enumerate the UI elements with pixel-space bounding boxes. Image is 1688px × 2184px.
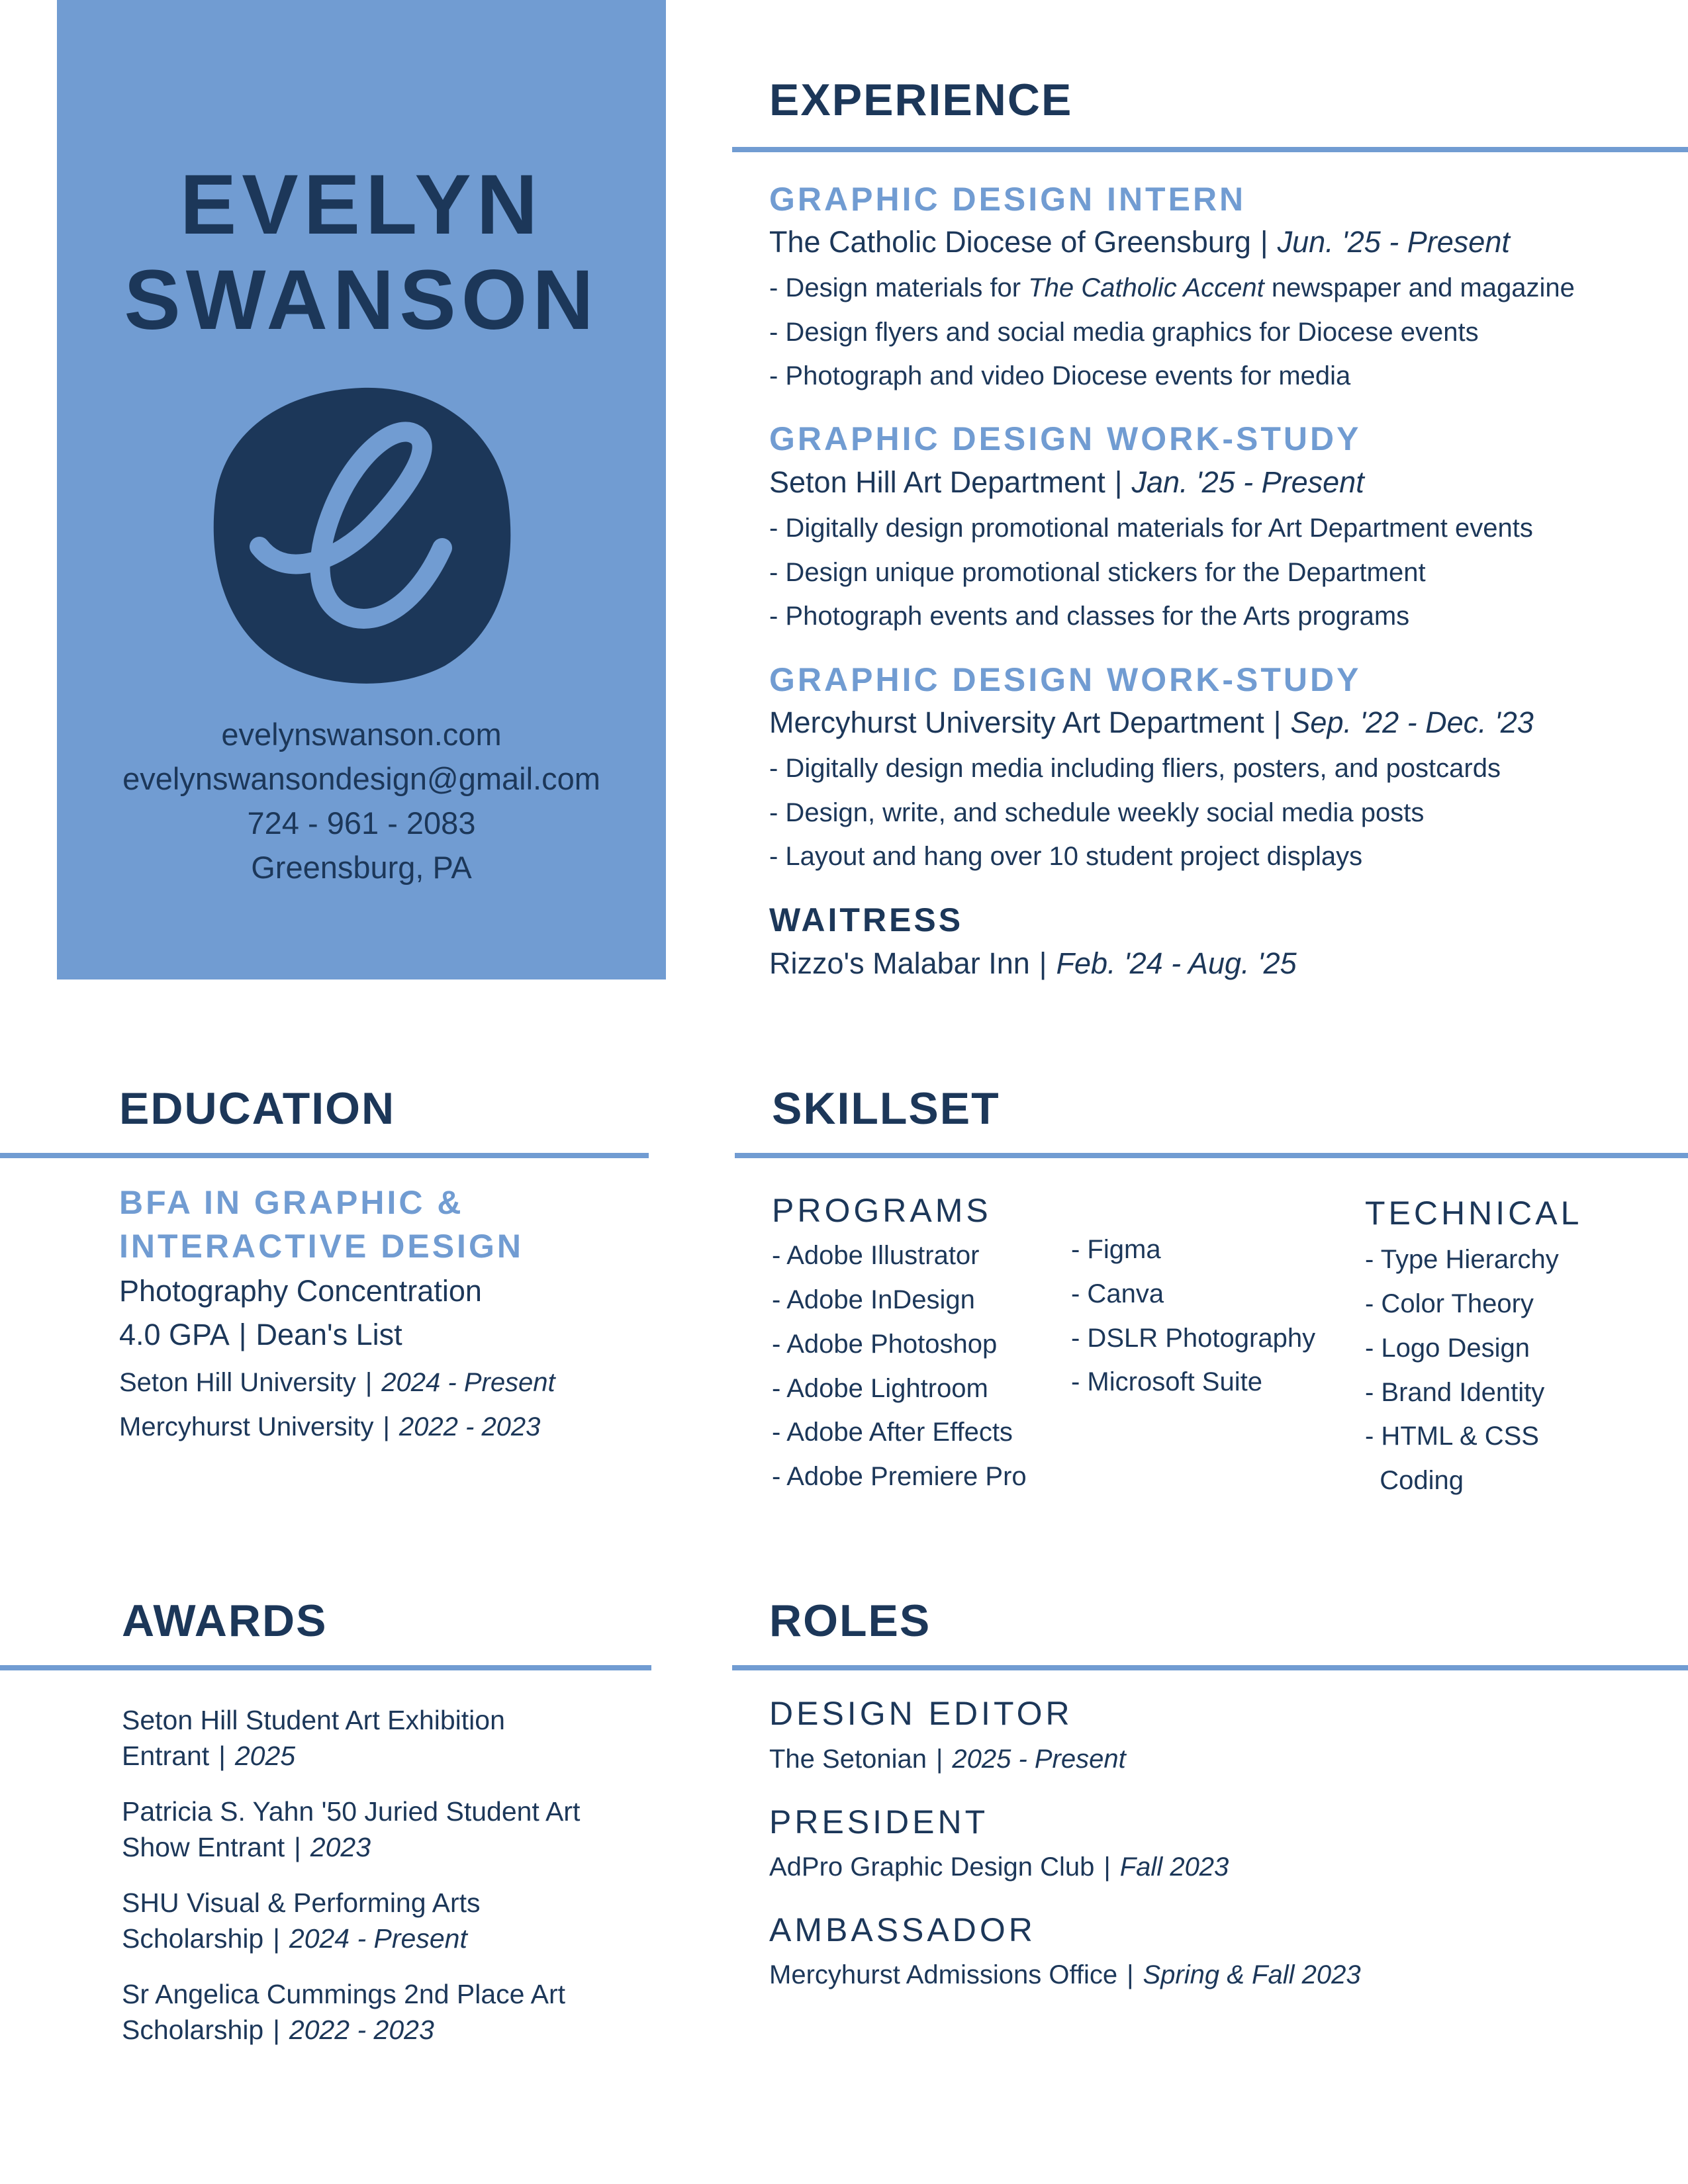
school-dates: 2022 - 2023 — [399, 1412, 541, 1441]
bullet-text: newspaper and magazine — [1264, 273, 1575, 302]
technical-item: - Type Hierarchy — [1365, 1245, 1559, 1274]
job-dates: Jun. '25 - Present — [1277, 225, 1510, 259]
first-name: EVELYN — [179, 158, 543, 252]
job-org: Mercyhurst University Art Department — [769, 705, 1264, 739]
location: Greensburg, PA — [251, 850, 472, 885]
award-item — [122, 1702, 665, 1774]
job-dates: Sep. '22 - Dec. '23 — [1290, 705, 1534, 739]
role-title: DESIGN EDITOR — [769, 1695, 1073, 1732]
award-name: Seton Hill Student Art Exhibition — [122, 1705, 505, 1735]
program-item: - Adobe Illustrator — [772, 1241, 980, 1270]
job-bullet: - Digitally design media including fliers, posters, and postcards — [769, 754, 1501, 783]
separator: | — [273, 1923, 280, 1954]
publication-title: The Catholic Accent — [1028, 273, 1264, 302]
role-org-line — [769, 1852, 1229, 1882]
separator: | — [1103, 1852, 1111, 1882]
phone-number: 724 - 961 - 2083 — [247, 805, 476, 841]
degree-line: BFA IN GRAPHIC & — [119, 1184, 464, 1221]
technical-item: - Color Theory — [1365, 1289, 1534, 1318]
education-divider — [0, 1153, 649, 1158]
education-heading: EDUCATION — [119, 1083, 396, 1134]
job-bullet: - Photograph and video Diocese events for media — [769, 361, 1351, 390]
awards-divider — [0, 1665, 651, 1670]
technical-item: Coding — [1365, 1466, 1464, 1495]
degree-line: INTERACTIVE DESIGN — [119, 1228, 524, 1265]
school-name: Mercyhurst University — [119, 1412, 374, 1441]
email-link[interactable]: evelynswansondesign@gmail.com — [122, 761, 600, 796]
separator: | — [1127, 1960, 1134, 1989]
program-item: - Adobe Lightroom — [772, 1374, 988, 1403]
job-bullet: - Photograph events and classes for the Arts programs — [769, 602, 1410, 631]
job-org: The Catholic Diocese of Greensburg — [769, 225, 1251, 259]
honor: Dean's List — [256, 1318, 402, 1351]
award-name: Sr Angelica Cummings 2nd Place Art — [122, 1979, 565, 2009]
job-org-line — [769, 946, 1297, 981]
separator: | — [1039, 946, 1047, 980]
award-name: Entrant — [122, 1741, 210, 1771]
award-date: 2024 - Present — [289, 1923, 467, 1954]
job-title: GRAPHIC DESIGN WORK-STUDY — [769, 661, 1362, 698]
award-name: Scholarship — [122, 1923, 264, 1954]
job-dates: Feb. '24 - Aug. '25 — [1056, 946, 1297, 980]
job-bullet: - Layout and hang over 10 student project displays — [769, 842, 1363, 871]
job-bullet: - Design unique promotional stickers for the Department — [769, 558, 1426, 587]
roles-divider — [732, 1665, 1688, 1670]
program-item: - Adobe After Effects — [772, 1418, 1013, 1447]
roles-heading: ROLES — [769, 1596, 931, 1646]
technical-item: - Logo Design — [1365, 1334, 1530, 1363]
program-item: - Adobe Premiere Pro — [772, 1462, 1027, 1491]
awards-heading: AWARDS — [122, 1596, 328, 1646]
skillset-heading: SKILLSET — [772, 1083, 1000, 1134]
experience-heading: EXPERIENCE — [769, 75, 1073, 125]
program-item: - DSLR Photography — [1071, 1324, 1316, 1353]
award-name: Show Entrant — [122, 1832, 285, 1862]
job-org: Rizzo's Malabar Inn — [769, 946, 1030, 980]
program-item: - Adobe InDesign — [772, 1285, 975, 1314]
separator: | — [935, 1745, 943, 1774]
job-title: WAITRESS — [769, 901, 964, 938]
job-title: GRAPHIC DESIGN INTERN — [769, 181, 1246, 218]
job-org-line — [769, 465, 1364, 500]
last-name: SWANSON — [124, 253, 599, 347]
experience-divider — [732, 147, 1688, 152]
job-org-line — [769, 705, 1534, 740]
award-name: SHU Visual & Performing Arts — [122, 1888, 481, 1918]
role-dates: Spring & Fall 2023 — [1143, 1960, 1361, 1989]
job-title: GRAPHIC DESIGN WORK-STUDY — [769, 420, 1362, 457]
program-item: - Canva — [1071, 1279, 1164, 1308]
separator: | — [238, 1318, 247, 1351]
role-org: AdPro Graphic Design Club — [769, 1852, 1095, 1882]
job-bullet: - Design, write, and schedule weekly social media posts — [769, 798, 1425, 827]
job-dates: Jan. '25 - Present — [1131, 465, 1364, 499]
award-item — [122, 1976, 665, 2048]
role-title: PRESIDENT — [769, 1803, 989, 1841]
separator: | — [365, 1368, 373, 1397]
school-line — [119, 1368, 555, 1398]
technical-heading: TECHNICAL — [1365, 1195, 1583, 1232]
award-date: 2025 — [234, 1741, 296, 1771]
job-org: Seton Hill Art Department — [769, 465, 1105, 499]
separator: | — [273, 2015, 280, 2045]
job-org-line — [769, 225, 1510, 259]
award-date: 2023 — [310, 1832, 371, 1862]
bullet-text: - Design materials for — [769, 273, 1029, 302]
website-link[interactable]: evelynswanson.com — [221, 717, 502, 752]
separator: | — [294, 1832, 301, 1862]
separator: | — [1273, 705, 1282, 739]
gpa: 4.0 GPA — [119, 1318, 230, 1351]
job-bullet — [769, 273, 1575, 303]
role-org: Mercyhurst Admissions Office — [769, 1960, 1118, 1989]
program-item: - Figma — [1071, 1235, 1161, 1264]
monogram-logo-icon — [207, 383, 518, 687]
role-dates: Fall 2023 — [1119, 1852, 1229, 1882]
school-name: Seton Hill University — [119, 1368, 356, 1397]
award-item — [122, 1794, 665, 1865]
job-bullet: - Design flyers and social media graphics for Diocese events — [769, 318, 1479, 347]
separator: | — [383, 1412, 390, 1441]
award-item — [122, 1885, 665, 1956]
technical-item: - Brand Identity — [1365, 1378, 1545, 1407]
concentration: Photography Concentration — [119, 1274, 482, 1308]
skillset-divider — [735, 1153, 1688, 1158]
role-org-line — [769, 1960, 1361, 1990]
gpa-line — [119, 1318, 402, 1352]
award-name: Patricia S. Yahn '50 Juried Student Art — [122, 1796, 581, 1827]
program-item: - Adobe Photoshop — [772, 1330, 998, 1359]
role-org: The Setonian — [769, 1745, 927, 1774]
technical-item: - HTML & CSS — [1365, 1422, 1539, 1451]
separator: | — [218, 1741, 226, 1771]
separator: | — [1114, 465, 1123, 499]
job-bullet: - Digitally design promotional materials for Art Department events — [769, 514, 1533, 543]
separator: | — [1260, 225, 1268, 259]
program-item: - Microsoft Suite — [1071, 1367, 1262, 1396]
role-dates: 2025 - Present — [952, 1745, 1126, 1774]
role-org-line — [769, 1745, 1126, 1774]
programs-heading: PROGRAMS — [772, 1192, 992, 1229]
award-date: 2022 - 2023 — [289, 2015, 434, 2045]
school-dates: 2024 - Present — [381, 1368, 555, 1397]
award-name: Scholarship — [122, 2015, 264, 2045]
school-line — [119, 1412, 540, 1442]
role-title: AMBASSADOR — [769, 1911, 1036, 1948]
